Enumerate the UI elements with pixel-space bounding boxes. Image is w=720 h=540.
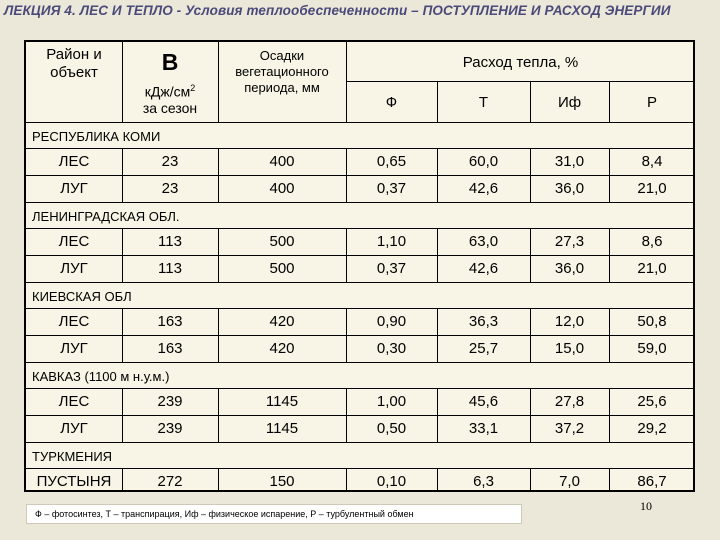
b-symbol: В — [161, 49, 179, 75]
if-value-cell: 27,3 — [554, 233, 585, 250]
object-cell: ЛЕС — [58, 313, 90, 330]
col-line — [122, 42, 123, 122]
r-value-cell: 21,0 — [637, 260, 667, 277]
t-value-cell: 36,3 — [468, 313, 499, 330]
col-line — [437, 308, 438, 335]
col-line — [122, 335, 123, 362]
row-line — [26, 202, 693, 203]
col-line — [437, 148, 438, 175]
col-line — [122, 308, 123, 335]
col-line — [437, 335, 438, 362]
col-line — [122, 415, 123, 442]
r-value-cell: 8,4 — [641, 153, 663, 170]
row-line — [26, 442, 693, 443]
col-line — [530, 255, 531, 282]
t-value-cell: 42,6 — [468, 180, 499, 197]
f-value-cell: 1,00 — [376, 393, 407, 410]
col-line — [609, 228, 610, 255]
if-value-cell: 12,0 — [554, 313, 585, 330]
b-value-cell: 23 — [161, 180, 179, 197]
col-line — [122, 468, 123, 492]
precip-value-cell: 400 — [269, 180, 295, 197]
col-line — [122, 175, 123, 202]
object-cell: ЛЕС — [58, 233, 90, 250]
object-cell: ЛУГ — [60, 420, 88, 437]
col-line — [437, 255, 438, 282]
col-line — [437, 415, 438, 442]
col-line — [122, 255, 123, 282]
precip-value-cell: 400 — [269, 153, 295, 170]
if-value-cell: 37,2 — [554, 420, 585, 437]
footnote: Ф – фотосинтез, Т – транспирация, Иф – физическое испарение, Р – турбулентный обмен — [26, 504, 522, 524]
header-col-if: Иф — [557, 93, 582, 111]
col-line — [609, 308, 610, 335]
r-value-cell: 21,0 — [637, 180, 667, 197]
col-line — [437, 82, 438, 122]
col-line — [218, 175, 219, 202]
if-value-cell: 36,0 — [554, 260, 585, 277]
precip-value-cell: 1145 — [265, 393, 299, 410]
header-divider — [346, 81, 693, 82]
col-line — [609, 175, 610, 202]
page-number: 10 — [640, 499, 652, 513]
col-line — [530, 175, 531, 202]
b-value-cell: 113 — [158, 260, 182, 277]
object-cell: ЛЕС — [58, 153, 90, 170]
object-cell: ЛУГ — [60, 180, 88, 197]
if-value-cell: 15,0 — [554, 340, 585, 357]
col-line — [346, 415, 347, 442]
f-value-cell: 0,10 — [376, 473, 407, 490]
precip-value-cell: 420 — [269, 340, 295, 357]
if-value-cell: 36,0 — [554, 180, 585, 197]
row-line — [26, 362, 693, 363]
r-value-cell: 8,6 — [641, 233, 663, 250]
col-line — [346, 468, 347, 492]
header-b — [122, 42, 218, 122]
row-line — [26, 282, 693, 283]
col-line — [609, 468, 610, 492]
col-line — [346, 388, 347, 415]
col-line — [530, 468, 531, 492]
col-line — [530, 415, 531, 442]
t-value-cell: 6,3 — [473, 473, 494, 490]
r-value-cell: 59,0 — [637, 340, 667, 357]
section-label: ЛЕНИНГРАДСКАЯ ОБЛ. — [32, 209, 180, 224]
r-value-cell: 50,8 — [637, 313, 667, 330]
b-value-cell: 163 — [157, 340, 183, 357]
section-label: РЕСПУБЛИКА КОМИ — [32, 129, 161, 144]
col-line — [122, 228, 123, 255]
b-value-cell: 113 — [158, 233, 182, 250]
col-line — [346, 308, 347, 335]
col-line — [346, 148, 347, 175]
object-cell: ЛЕС — [58, 393, 90, 410]
col-line — [530, 82, 531, 122]
col-line — [609, 148, 610, 175]
t-value-cell: 63,0 — [468, 233, 499, 250]
b-value-cell: 239 — [157, 393, 183, 410]
precip-value-cell: 500 — [269, 260, 295, 277]
object-cell: ЛУГ — [60, 340, 88, 357]
header-col-t: Т — [478, 93, 489, 111]
col-line — [346, 228, 347, 255]
if-value-cell: 31,0 — [554, 153, 585, 170]
f-value-cell: 0,37 — [376, 180, 407, 197]
col-line — [218, 255, 219, 282]
b-value-cell: 272 — [157, 473, 183, 490]
col-line — [218, 228, 219, 255]
header-col-f: Ф — [385, 93, 398, 111]
object-cell: ПУСТЫНЯ — [36, 473, 112, 490]
b-value-cell: 239 — [157, 420, 183, 437]
col-line — [122, 388, 123, 415]
f-value-cell: 0,90 — [376, 313, 407, 330]
t-value-cell: 60,0 — [468, 153, 499, 170]
if-value-cell: 27,8 — [554, 393, 585, 410]
col-line — [609, 415, 610, 442]
r-value-cell: 86,7 — [637, 473, 667, 490]
t-value-cell: 33,1 — [468, 420, 499, 437]
data-table — [24, 40, 695, 492]
col-line — [346, 175, 347, 202]
section-label: ТУРКМЕНИЯ — [32, 449, 113, 464]
col-line — [609, 255, 610, 282]
col-line — [346, 335, 347, 362]
header-col-r: Р — [646, 93, 657, 111]
section-label: КИЕВСКАЯ ОБЛ — [32, 289, 132, 304]
b-unit-period: за сезон — [142, 99, 198, 116]
header-region-object: Район и объект — [46, 46, 102, 81]
col-line — [530, 148, 531, 175]
col-line — [530, 388, 531, 415]
slide-title: ЛЕКЦИЯ 4. ЛЕС И ТЕПЛО - Условия теплообеспеченности – ПОСТУПЛЕНИЕ И РАСХОД ЭНЕРГИИ — [4, 3, 671, 18]
col-line — [346, 42, 347, 122]
col-line — [218, 468, 219, 492]
r-value-cell: 25,6 — [637, 393, 667, 410]
t-value-cell: 45,6 — [468, 393, 499, 410]
b-value-cell: 23 — [161, 153, 179, 170]
col-line — [437, 175, 438, 202]
precip-value-cell: 150 — [269, 473, 295, 490]
col-line — [609, 335, 610, 362]
col-line — [218, 335, 219, 362]
f-value-cell: 0,65 — [376, 153, 407, 170]
object-cell: ЛУГ — [60, 260, 88, 277]
if-value-cell: 7,0 — [559, 473, 580, 490]
header-bottom-line — [26, 122, 693, 123]
b-value-cell: 163 — [157, 313, 183, 330]
col-line — [218, 42, 219, 122]
header-heat: Расход тепла, % — [462, 53, 579, 71]
f-value-cell: 0,50 — [376, 420, 407, 437]
precip-value-cell: 500 — [269, 233, 295, 250]
col-line — [530, 228, 531, 255]
col-line — [609, 388, 610, 415]
t-value-cell: 25,7 — [468, 340, 499, 357]
precip-value-cell: 420 — [269, 313, 295, 330]
section-label: КАВКАЗ (1100 м н.у.м.) — [32, 369, 170, 384]
col-line — [346, 255, 347, 282]
col-line — [437, 468, 438, 492]
col-line — [530, 308, 531, 335]
col-line — [122, 148, 123, 175]
header-precip: Осадки вегетационного периода, мм — [235, 48, 329, 95]
precip-value-cell: 1145 — [265, 420, 299, 437]
col-line — [437, 388, 438, 415]
f-value-cell: 0,30 — [376, 340, 407, 357]
col-line — [218, 148, 219, 175]
f-value-cell: 1,10 — [376, 233, 407, 250]
b-unit: кДж/$см^2$ — [144, 83, 196, 100]
f-value-cell: 0,37 — [376, 260, 407, 277]
col-line — [218, 415, 219, 442]
col-line — [218, 388, 219, 415]
col-line — [218, 308, 219, 335]
r-value-cell: 29,2 — [637, 420, 667, 437]
col-line — [609, 82, 610, 122]
col-line — [530, 335, 531, 362]
t-value-cell: 42,6 — [468, 260, 499, 277]
col-line — [437, 228, 438, 255]
